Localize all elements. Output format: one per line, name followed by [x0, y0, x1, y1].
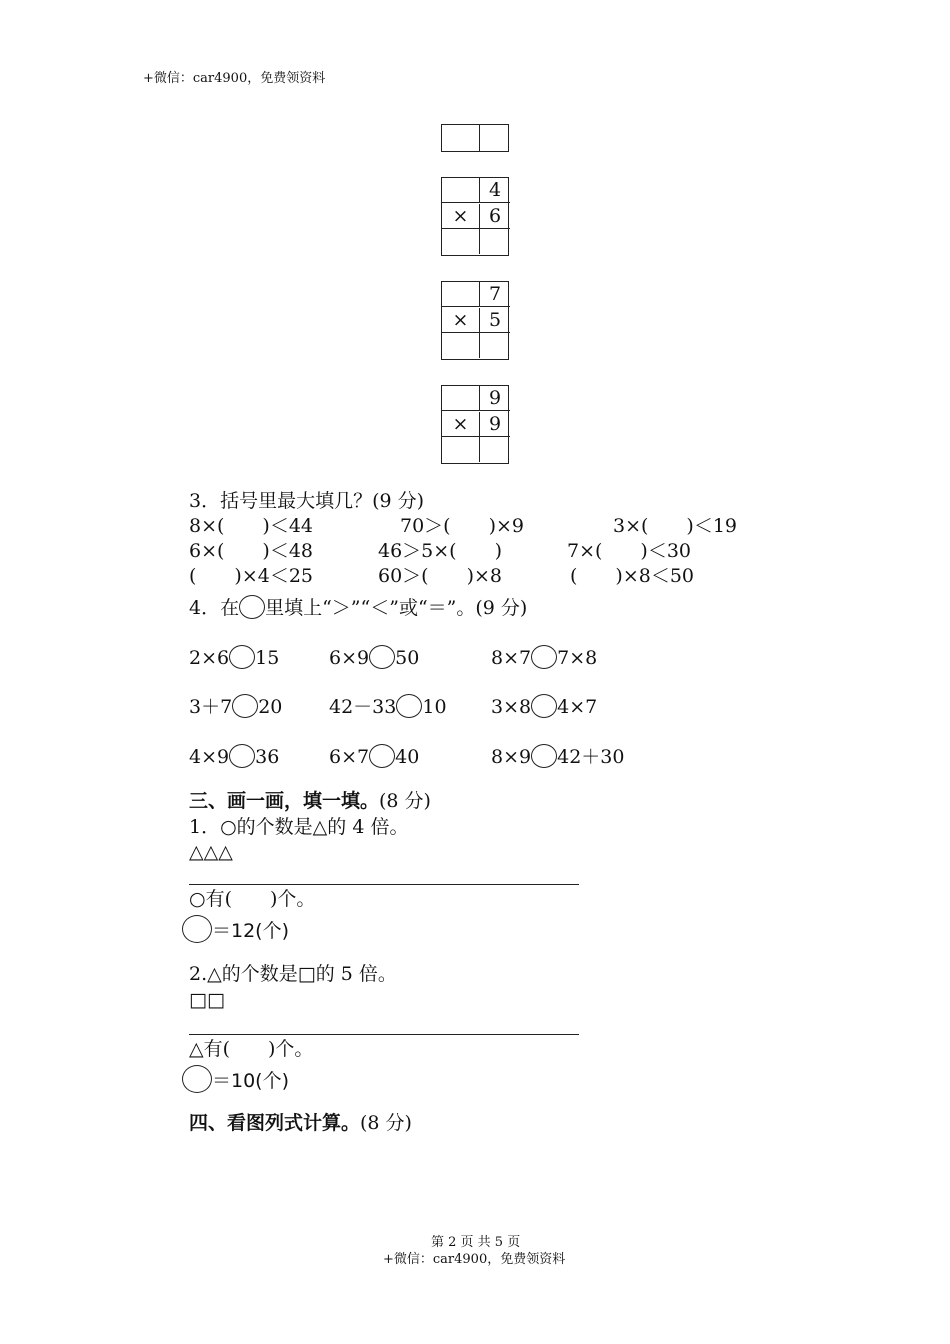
q4-right: 20: [258, 696, 283, 718]
q4-right: 10: [422, 696, 447, 718]
q4-item: [189, 694, 282, 719]
grid-cell: [480, 229, 510, 254]
grid-cell: 7: [480, 282, 510, 307]
q4-right: 15: [255, 647, 280, 669]
grid-cell: [480, 437, 510, 462]
q3-item: 8×( )＜44: [189, 515, 314, 537]
compare-circle[interactable]: [531, 744, 557, 768]
q4-left: 4×9: [189, 746, 230, 768]
vertical-grid-4: [441, 385, 509, 464]
grid-cell: 4: [480, 178, 510, 203]
compare-circle[interactable]: [531, 645, 557, 669]
section3-heading: 三、画一画，填一填。: [189, 790, 380, 812]
answer-circle[interactable]: [182, 915, 212, 943]
section3-p2-equation: ＝10(个): [212, 1070, 290, 1092]
section3-p2-equation-row: [182, 1065, 289, 1093]
section3-heading-row: [189, 789, 431, 813]
q4-item: [329, 645, 419, 670]
q4-item: [491, 744, 624, 769]
grid-cell: [480, 333, 510, 358]
grid-cell: [442, 282, 480, 307]
compare-circle[interactable]: [369, 744, 395, 768]
grid-cell: [442, 386, 480, 411]
q4-left: 3×8: [491, 696, 532, 718]
grid-cell: [442, 437, 480, 462]
compare-circle[interactable]: [396, 694, 422, 718]
section4-points: (8 分): [360, 1112, 412, 1134]
q3-item: ( )×8＜50: [570, 565, 695, 587]
grid-cell: ×: [442, 204, 480, 229]
section3-points: (8 分): [379, 790, 431, 812]
q4-item: [329, 744, 419, 769]
watermark-bottom: +微信：car4900，免费领资料: [383, 1252, 566, 1267]
compare-circle[interactable]: [229, 744, 255, 768]
q3-item: 46＞5×( ): [378, 540, 503, 562]
section3-p1-equation: ＝12(个): [212, 920, 290, 942]
q3-item: 60＞( )×8: [378, 565, 503, 587]
q3-item: 70＞( )×9: [400, 515, 525, 537]
q4-title: [189, 595, 527, 620]
section3-p1-equation-row: [182, 915, 289, 943]
q3-item: 6×( )＜48: [189, 540, 314, 562]
answer-circle[interactable]: [182, 1065, 212, 1093]
grid-cell: 9: [480, 386, 510, 411]
grid-cell: [442, 229, 480, 254]
q4-left: 8×7: [491, 647, 532, 669]
q4-right: 4×7: [557, 696, 598, 718]
q3-item: ( )×4＜25: [189, 565, 314, 587]
watermark-top: +微信：car4900，免费领资料: [143, 71, 326, 86]
q4-right: 7×8: [557, 647, 598, 669]
q4-right: 42＋30: [557, 746, 625, 768]
grid-cell: 9: [480, 412, 510, 437]
grid-cell: [480, 125, 510, 151]
grid-cell: 6: [480, 204, 510, 229]
compare-circle[interactable]: [369, 645, 395, 669]
q4-left: 8×9: [491, 746, 532, 768]
grid-cell: [442, 178, 480, 203]
drawing-line: [189, 884, 579, 885]
q4-item: [329, 694, 447, 719]
compare-circle[interactable]: [229, 645, 255, 669]
q4-right: 50: [395, 647, 420, 669]
grid-cell: ×: [442, 412, 480, 437]
q4-title-pre: 4．在: [189, 597, 240, 619]
compare-circle[interactable]: [531, 694, 557, 718]
q4-left: 2×6: [189, 647, 230, 669]
vertical-grid-2: [441, 177, 509, 256]
q3-item: 7×( )＜30: [567, 540, 692, 562]
q3-title: 3．括号里最大填几？(9 分): [189, 490, 425, 512]
section3-p1-answer: ○有( )个。: [189, 888, 316, 910]
vertical-grid-3: [441, 281, 509, 360]
compare-circle[interactable]: [232, 694, 258, 718]
q4-left: 6×7: [329, 746, 370, 768]
section3-p2-answer: △有( )个。: [189, 1038, 314, 1060]
q4-item: [491, 694, 597, 719]
section3-p2-title: 2.△的个数是□的 5 倍。: [189, 963, 397, 985]
q4-title-post: 里填上“＞”“＜”或“＝”。(9 分): [265, 597, 528, 619]
section3-p2-shapes: □□: [189, 989, 225, 1011]
grid-cell: 5: [480, 308, 510, 333]
vertical-grid-1: [441, 124, 509, 152]
q4-right: 40: [395, 746, 420, 768]
drawing-line: [189, 1034, 579, 1035]
page-footer: 第 2 页 共 5 页: [431, 1235, 521, 1250]
q4-item: [189, 744, 279, 769]
q4-left: 42－33: [329, 696, 397, 718]
q4-left: 3＋7: [189, 696, 233, 718]
grid-cell: [442, 125, 480, 151]
q4-item: [189, 645, 279, 670]
grid-cell: ×: [442, 308, 480, 333]
q4-right: 36: [255, 746, 280, 768]
q4-left: 6×9: [329, 647, 370, 669]
section4-heading: 四、看图列式计算。: [189, 1112, 361, 1134]
q4-item: [491, 645, 597, 670]
q3-item: 3×( )＜19: [613, 515, 738, 537]
section4-heading-row: [189, 1111, 412, 1135]
section3-p1-shapes: △△△: [189, 841, 233, 863]
section3-p1-title: 1．○的个数是△的 4 倍。: [189, 816, 409, 838]
circle-blank-icon: [239, 595, 265, 619]
grid-cell: [442, 333, 480, 358]
